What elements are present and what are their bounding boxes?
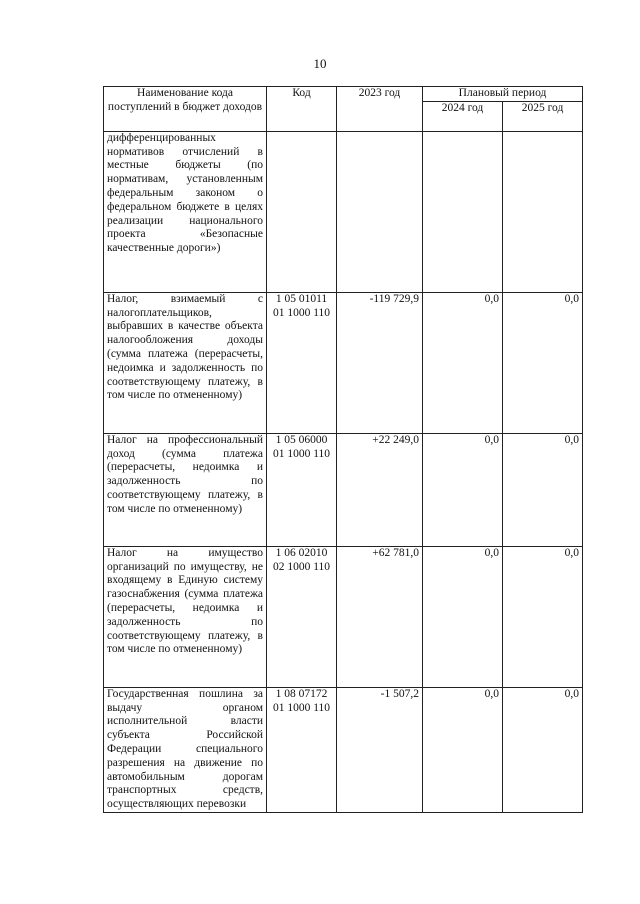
code-line1: 1 06 02010 bbox=[275, 546, 328, 559]
code-line1: 1 05 01011 bbox=[275, 292, 328, 305]
table-row bbox=[104, 131, 583, 292]
row-name: Налог, взимаемый с налогоплательщиков, выбравших в качестве объекта налогообложения доходы (сумма платежа (перерасчеты, недоимка и задолженность по соответствующему платежу, в том числе по отмененному) bbox=[104, 292, 267, 433]
row-2025: 0,0 bbox=[503, 546, 583, 687]
row-code bbox=[267, 131, 337, 292]
row-code bbox=[267, 687, 337, 812]
row-name: дифференцированных нормативов отчислений в местные бюджеты (по нормативам, установленным федеральным законом о федеральном бюджете в целях реализации национального проекта «Безопасные качественные дороги») bbox=[104, 131, 267, 292]
revenue-table bbox=[103, 86, 583, 813]
table-row bbox=[104, 687, 583, 812]
header-planned-period: Плановый период bbox=[423, 87, 583, 102]
row-2023: +62 781,0 bbox=[337, 546, 423, 687]
row-2024: 0,0 bbox=[423, 687, 503, 812]
header-name: Наименование кода поступлений в бюджет доходов bbox=[104, 87, 267, 132]
row-2025 bbox=[503, 131, 583, 292]
row-2025: 0,0 bbox=[503, 687, 583, 812]
row-code bbox=[267, 433, 337, 546]
header-row-top bbox=[104, 87, 583, 102]
row-2023: +22 249,0 bbox=[337, 433, 423, 546]
table-row bbox=[104, 433, 583, 546]
row-2024: 0,0 bbox=[423, 546, 503, 687]
row-2024: 0,0 bbox=[423, 433, 503, 546]
row-2024 bbox=[423, 131, 503, 292]
code-line2: 01 1000 110 bbox=[272, 701, 331, 714]
table-row bbox=[104, 546, 583, 687]
table-row bbox=[104, 292, 583, 433]
row-2025: 0,0 bbox=[503, 433, 583, 546]
header-2025: 2025 год bbox=[503, 101, 583, 131]
row-name: Государственная пошлина за выдачу органом исполнительной власти субъекта Российской Федерации специального разрешения на движение по автомобильным дорогам транспортных средств, осуществляющих перевозки bbox=[104, 687, 267, 812]
header-2024: 2024 год bbox=[423, 101, 503, 131]
row-2024: 0,0 bbox=[423, 292, 503, 433]
page-number: 10 bbox=[313, 56, 327, 71]
row-2023: -119 729,9 bbox=[337, 292, 423, 433]
row-name: Налог на имущество организаций по имуществу, не входящему в Единую систему газоснабжения (сумма платежа (перерасчеты, недоимка и задолженность по соответствующему платежу, в том числе по отмененному) bbox=[104, 546, 267, 687]
header-code: Код bbox=[267, 87, 337, 132]
row-2023 bbox=[337, 131, 423, 292]
row-name: Налог на профессиональный доход (сумма платежа (перерасчеты, недоимка и задолженность по соответствующему платежу, в том числе по отмененному) bbox=[104, 433, 267, 546]
code-line2: 02 1000 110 bbox=[272, 560, 331, 573]
row-code bbox=[267, 292, 337, 433]
row-2023: -1 507,2 bbox=[337, 687, 423, 812]
code-line1: 1 05 06000 bbox=[275, 433, 328, 446]
code-line2: 01 1000 110 bbox=[272, 306, 331, 319]
header-2023: 2023 год bbox=[337, 87, 423, 132]
code-line1: 1 08 07172 bbox=[275, 687, 328, 700]
row-2025: 0,0 bbox=[503, 292, 583, 433]
row-code bbox=[267, 546, 337, 687]
code-line2: 01 1000 110 bbox=[272, 447, 331, 460]
